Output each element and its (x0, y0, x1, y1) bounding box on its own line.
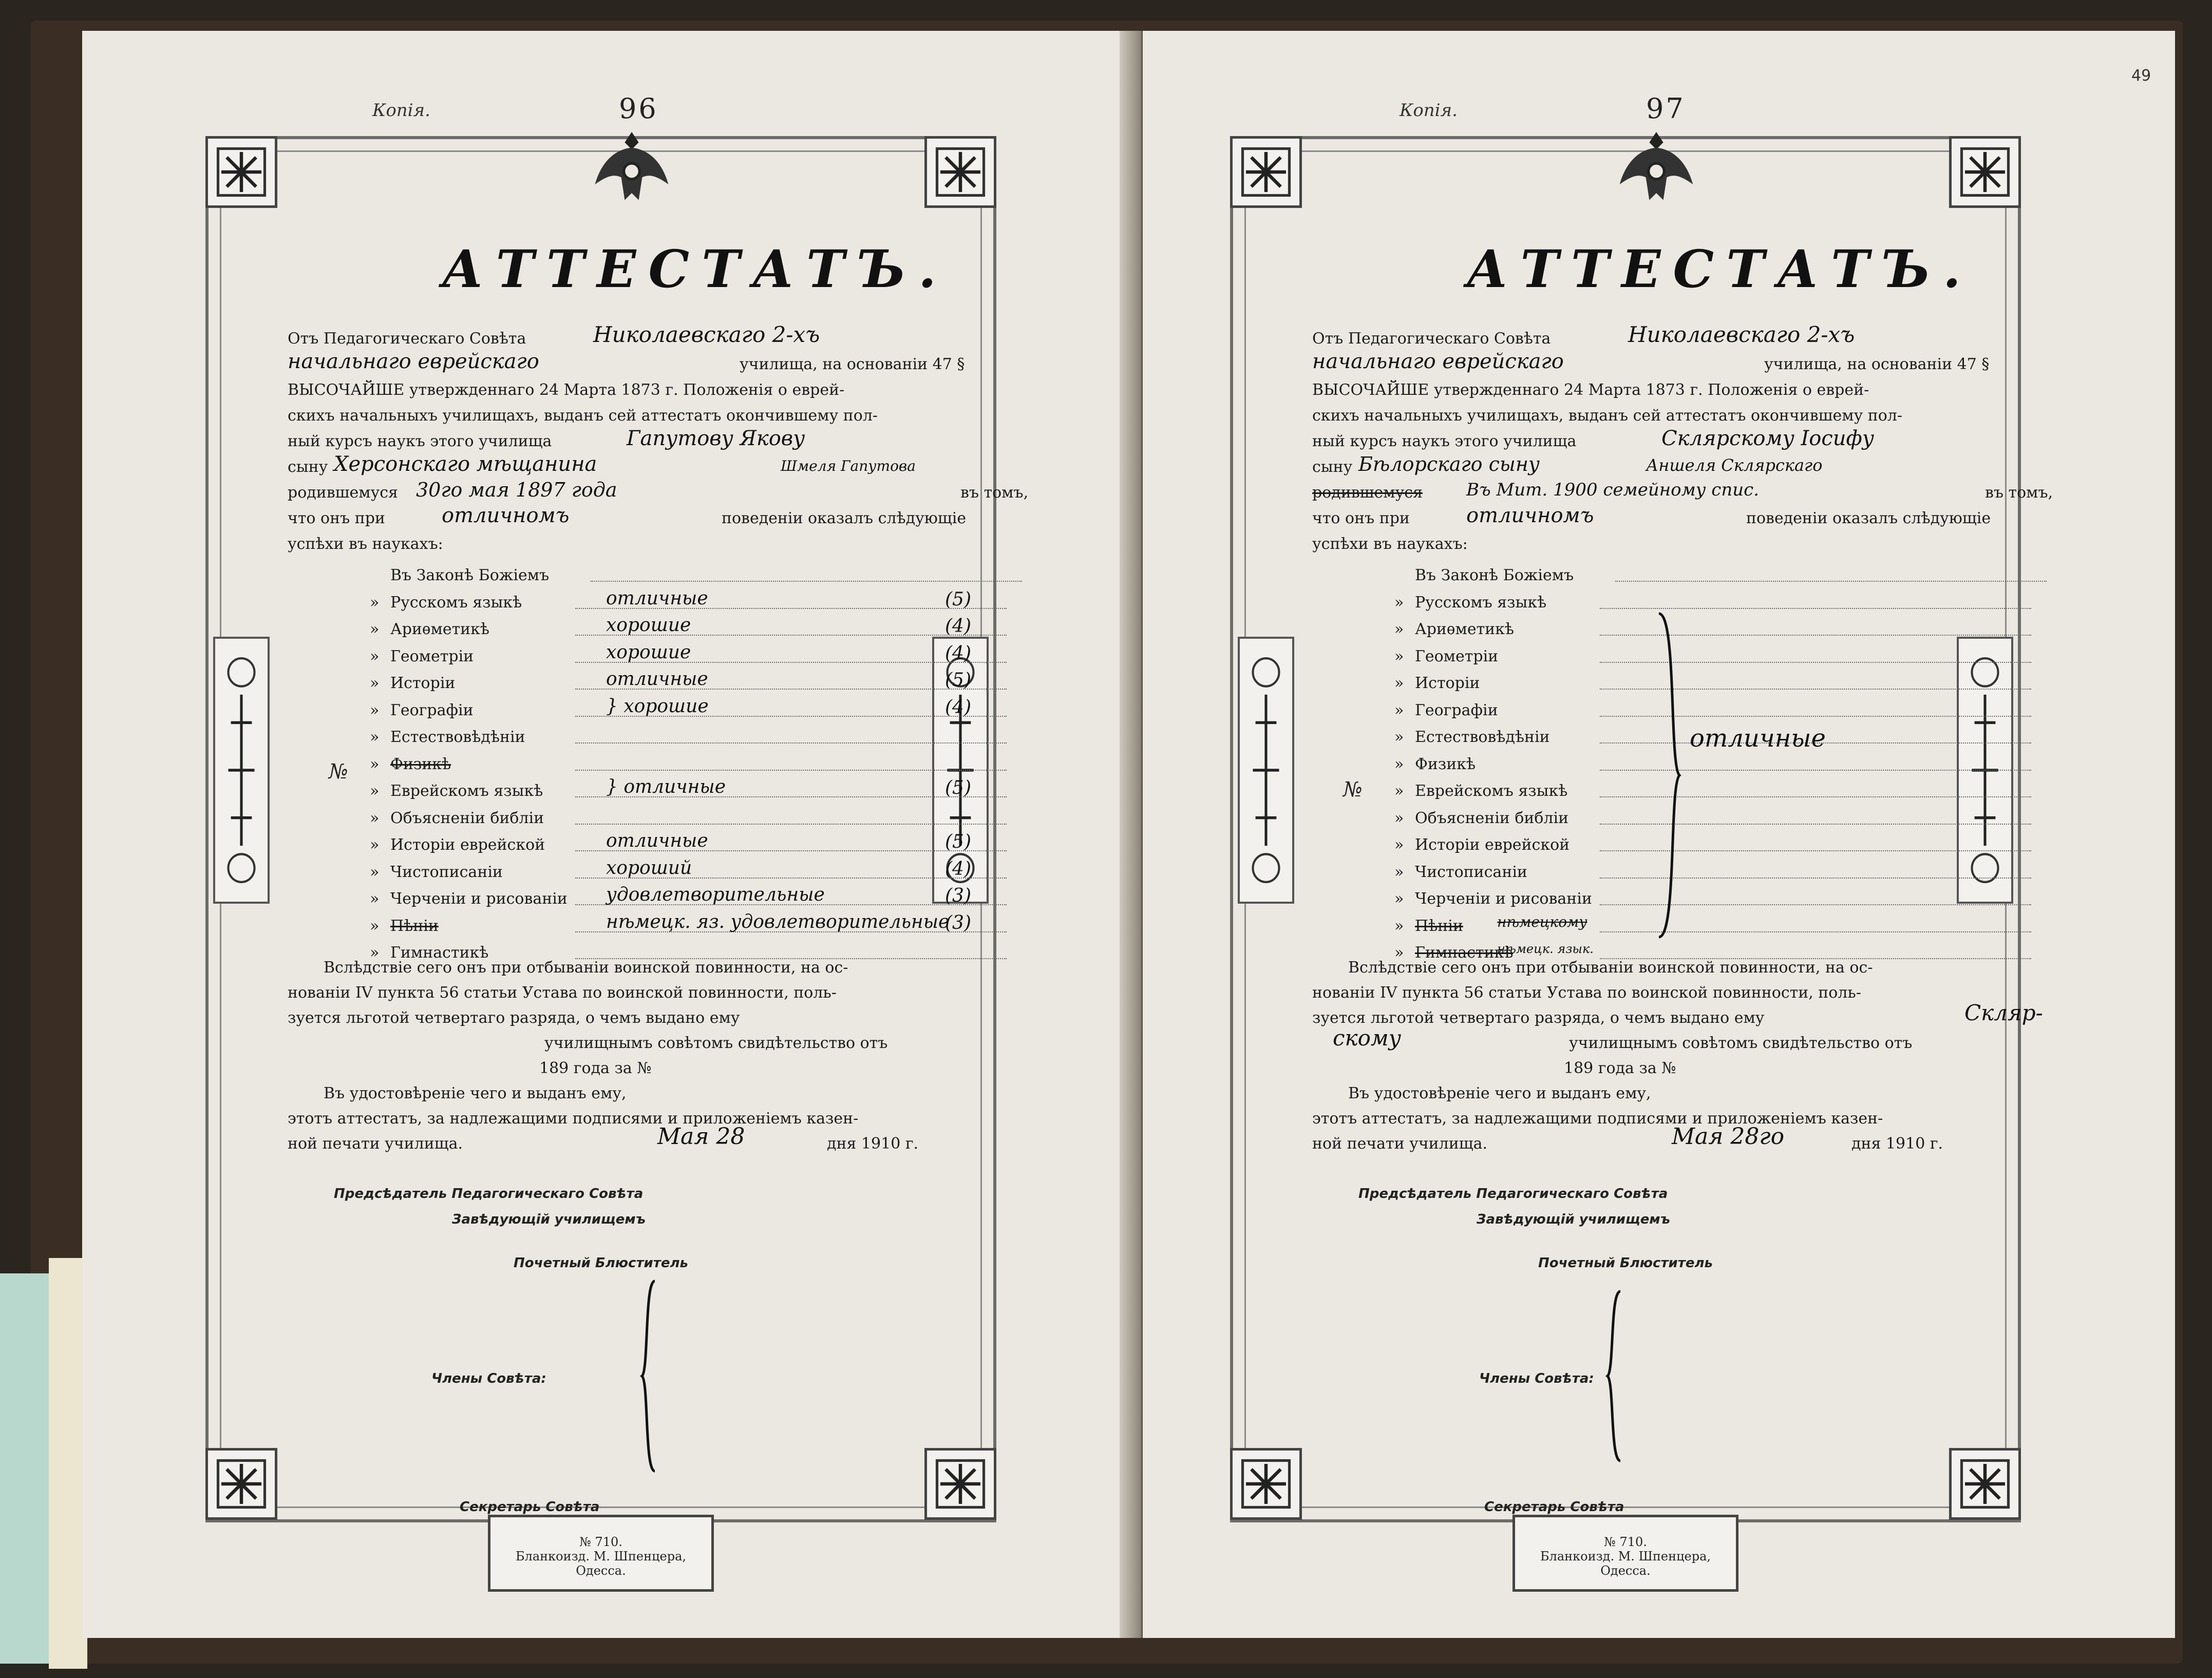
ditto-mark: » (1394, 917, 1404, 935)
intro-line-8: въ томъ, (1985, 484, 2053, 502)
hw-date: Мая 28го (1672, 1123, 1785, 1150)
right-page (1143, 31, 2175, 1638)
hw-grade: хорошие (606, 615, 691, 636)
sig-head: Завѣдующій училищемъ (1477, 1212, 1671, 1227)
ornament-corner-br (1949, 1448, 2021, 1520)
hw-grade: } отличные (606, 776, 726, 797)
hw-origin: Бѣлорскаго сыну (1358, 453, 1540, 475)
subject-row (370, 589, 1037, 617)
subject-label: Еврейскомъ языкѣ (1415, 782, 1568, 800)
subject-row (370, 913, 1037, 940)
footer-line-1: Вслѣдствіе сего онъ при отбываніи воинской повинности, на ос- (1348, 959, 1873, 977)
archive-page-number: 49 (2131, 67, 2151, 85)
intro-line-3: ВЫСОЧАЙШЕ утвержденнаго 24 Марта 1873 г. Положенія о еврей- (1312, 381, 1869, 399)
kopia-label: Копія. (1400, 100, 1458, 121)
hw-grade: нѣмецк. яз. удовлетворительные (606, 911, 950, 932)
dotted-line (575, 742, 1007, 743)
dotted-line (575, 824, 1007, 825)
footer-line-4: училищнымъ совѣтомъ свидѣтельство отъ (544, 1034, 888, 1052)
hw-grade-number: (5) (945, 588, 971, 610)
ornament-corner-tl (205, 136, 277, 208)
subject-label: Географіи (1415, 701, 1498, 719)
hw-gym: нѣмецк. язык. (1497, 942, 1594, 956)
footer-line-6: Въ удостовѣреніе чего и выданъ ему, (324, 1084, 627, 1102)
intro-line-9: что онъ при (288, 509, 385, 527)
hw-recipient-2: скому (1333, 1025, 1402, 1051)
hw-school-2: начальнаго еврейскаго (288, 350, 539, 373)
kopia-label: Копія. (372, 100, 430, 121)
subject-label: Пѣніи (1415, 917, 1463, 935)
footer-line-8: ной печати училища. (1312, 1135, 1488, 1153)
hw-name: Склярскому Іосифу (1661, 427, 1875, 450)
intro-line-6: сыну (1312, 458, 1353, 476)
subject-label: Физикѣ (1415, 755, 1476, 773)
subject-label: Русскомъ языкѣ (1415, 593, 1547, 612)
subject-label: Чистописаніи (1415, 863, 1527, 881)
ditto-mark: » (370, 890, 380, 908)
subject-label: Пѣніи (390, 917, 439, 935)
hw-grade: } хорошие (606, 695, 709, 717)
hw-date: Мая 28 (657, 1123, 745, 1150)
page-number: 97 (1646, 92, 1686, 125)
subject-label: Естествовѣдѣніи (1415, 728, 1550, 746)
ditto-mark: » (370, 728, 380, 746)
hw-grade-number: (4) (945, 642, 971, 664)
subject-label: Гимнастикѣ (390, 944, 489, 962)
hw-grade: отличные (606, 669, 708, 690)
hw-grade: отличные (606, 830, 708, 851)
subject-row (1394, 697, 2062, 724)
document-title: АТТЕСТАТЪ. (1466, 239, 1973, 299)
hw-school-1: Николаевскаго 2-хъ (593, 322, 820, 347)
sig-trustee: Почетный Блюститель (1538, 1255, 1713, 1271)
footer-line-3: зуется льготой четвертаго разряда, о чемъ выдано ему (1312, 1009, 1765, 1027)
ditto-mark: » (370, 701, 380, 719)
subject-label: Въ Законѣ Божіемъ (1415, 566, 1574, 584)
hw-birth: Въ Мит. 1900 семейному спис. (1466, 480, 1759, 500)
intro-line-10: поведеніи оказалъ слѣдующіе (1746, 509, 1991, 527)
intro-line-11: успѣхи въ наукахъ: (1312, 535, 1468, 553)
subject-row (370, 832, 1037, 859)
subject-label: Исторіи (390, 674, 456, 692)
subjects-list (370, 562, 1037, 967)
hw-grade: отличные (606, 587, 708, 609)
printer-box (488, 1515, 714, 1592)
eagle-emblem-icon (585, 123, 678, 211)
subject-row (1394, 913, 2062, 940)
footer-line-9: дня 1910 г. (1851, 1135, 1943, 1153)
hw-grade-number: (3) (945, 885, 971, 906)
grade-brace-icon (1654, 611, 1685, 940)
hw-grade-number: (5) (945, 777, 971, 798)
ditto-mark: » (370, 647, 380, 665)
ditto-mark: » (370, 674, 380, 692)
hw-grade-number: (4) (945, 696, 971, 718)
printer-name: Бланкоизд. М. Шпенцера, Одесса. (515, 1549, 687, 1578)
ditto-mark: » (370, 755, 380, 773)
footer-line-6: Въ удостовѣреніе чего и выданъ ему, (1348, 1084, 1651, 1102)
subject-label: Объясненіи библіи (1415, 809, 1569, 827)
hw-grade-number: (5) (945, 831, 971, 852)
members-brace-icon (639, 1279, 660, 1474)
ditto-mark: » (1394, 647, 1404, 665)
footer-line-9: дня 1910 г. (827, 1135, 919, 1153)
ditto-mark: » (1394, 890, 1404, 908)
ornament-corner-bl (205, 1448, 277, 1520)
hw-recipient-1: Скляр- (1964, 1000, 2043, 1025)
ditto-mark: » (1394, 782, 1404, 800)
hw-father: Шмеля Гапутова (781, 457, 916, 474)
footer-line-7: этотъ аттестатъ, за надлежащими подписями и приложеніемъ казен- (288, 1110, 859, 1128)
hw-name: Гапутову Якову (627, 427, 805, 450)
subject-row (370, 778, 1037, 805)
footer-line-3: зуется льготой четвертаго разряда, о чемъ выдано ему (288, 1009, 740, 1027)
printer-name: Бланкоизд. М. Шпенцера, Одесса. (1540, 1549, 1711, 1578)
subject-row (1394, 832, 2062, 859)
hw-conduct: отличномъ (1466, 504, 1594, 527)
hw-birth: 30го мая 1897 года (416, 479, 617, 501)
subject-label: Чистописаніи (390, 863, 503, 881)
ditto-mark: » (1394, 836, 1404, 854)
ditto-mark: » (370, 917, 380, 935)
subjects-list (1394, 562, 2062, 967)
hw-grade: хороший (606, 857, 692, 879)
intro-line-11: успѣхи въ наукахъ: (288, 535, 443, 553)
hw-grade: удовлетворительные (606, 884, 825, 905)
sig-secretary: Секретарь Совѣта (1484, 1499, 1624, 1515)
subject-row (370, 616, 1037, 643)
subject-label: Ариѳметикѣ (1415, 620, 1515, 638)
footer-line-1: Вслѣдствіе сего онъ при отбываніи воинской повинности, на ос- (324, 959, 848, 977)
intro-line-1: Отъ Педагогическаго Совѣта (1312, 330, 1551, 348)
subject-row (1394, 805, 2062, 832)
sig-secretary: Секретарь Совѣта (460, 1499, 600, 1515)
subject-label: Русскомъ языкѣ (390, 593, 522, 612)
printer-box (1513, 1515, 1738, 1592)
printer-number: № 710. (1604, 1535, 1647, 1549)
footer-line-7: этотъ аттестатъ, за надлежащими подписями и приложеніемъ казен- (1312, 1110, 1883, 1128)
subject-label: Гимнастикѣ (1415, 944, 1514, 962)
hw-grade-number: (4) (945, 858, 971, 880)
ornament-corner-br (924, 1448, 996, 1520)
subject-row (1394, 670, 2062, 697)
subject-label: Еврейскомъ языкѣ (390, 782, 543, 800)
ornament-corner-tr (924, 136, 996, 208)
dotted-line (575, 770, 1007, 771)
ditto-mark: » (370, 836, 380, 854)
footer-paragraph (288, 955, 1043, 1156)
sig-head: Завѣдующій училищемъ (452, 1212, 646, 1227)
ornament-corner-tr (1949, 136, 2021, 208)
subject-label: Черченіи и рисованіи (390, 890, 568, 908)
subject-label: Исторіи еврейской (1415, 836, 1570, 854)
footer-line-8: ной печати училища. (288, 1135, 463, 1153)
ditto-mark: » (370, 593, 380, 612)
intro-line-2: училища, на основаніи 47 § (740, 355, 965, 373)
footer-line-5: 189 года за № (539, 1059, 652, 1077)
ditto-mark: » (370, 863, 380, 881)
hw-grade-number: (5) (945, 670, 971, 691)
dotted-line (1600, 608, 2031, 609)
intro-line-6: сыну (288, 458, 328, 476)
footer-line-5: 189 года за № (1564, 1059, 1676, 1077)
members-brace-icon (1605, 1289, 1625, 1463)
subject-row (1394, 589, 2062, 617)
ornament-side-left (213, 637, 270, 904)
subject-label: Геометріи (390, 647, 474, 665)
subject-row (370, 697, 1037, 724)
ditto-mark: » (1394, 701, 1404, 719)
hw-school-1: Николаевскаго 2-хъ (1628, 322, 1855, 347)
ditto-mark: » (1394, 944, 1404, 962)
intro-paragraph (1312, 322, 2067, 557)
subject-label: Физикѣ (390, 755, 451, 773)
ditto-mark: » (1394, 593, 1404, 612)
intro-line-5: ный курсъ наукъ этого училища (1312, 432, 1577, 450)
footer-paragraph (1312, 955, 2067, 1156)
subject-label: Геометріи (1415, 647, 1499, 665)
subject-label: Ариѳметикѣ (390, 620, 490, 638)
sig-trustee: Почетный Блюститель (514, 1255, 688, 1271)
intro-line-2: училища, на основаніи 47 § (1764, 355, 1990, 373)
footer-line-2: нованіи IV пункта 56 статьи Устава по воинской повинности, поль- (1312, 984, 1861, 1002)
printer-number: № 710. (579, 1535, 622, 1549)
ditto-mark: » (1394, 755, 1404, 773)
hw-singing: нѣмецкому (1497, 913, 1587, 930)
hw-grade: хорошие (606, 641, 691, 663)
intro-line-1: Отъ Педагогическаго Совѣта (288, 330, 526, 348)
dotted-line (1615, 581, 2047, 582)
sig-members: Члены Совѣта: (1479, 1371, 1594, 1386)
ornament-corner-tl (1230, 136, 1302, 208)
ditto-mark: » (1394, 674, 1404, 692)
ditto-mark: » (370, 620, 380, 638)
subject-label: Естествовѣдѣніи (390, 728, 525, 746)
subject-row (1394, 643, 2062, 671)
intro-line-3: ВЫСОЧАЙШЕ утвержденнаго 24 Марта 1873 г. Положенія о еврей- (288, 381, 845, 399)
intro-paragraph (288, 322, 1043, 557)
subject-row (1394, 751, 2062, 778)
intro-line-8: въ томъ, (960, 484, 1029, 502)
subject-label: Географіи (390, 701, 474, 719)
subject-row (1394, 859, 2062, 886)
eagle-emblem-icon (1610, 123, 1703, 211)
subject-row (1394, 778, 2062, 805)
subject-row (1394, 562, 2062, 589)
subject-label: Исторіи (1415, 674, 1480, 692)
sig-chairman: Предсѣдатель Педагогическаго Совѣта (334, 1186, 644, 1202)
hw-grade-number: (3) (945, 912, 971, 933)
ornament-side-left (1238, 637, 1294, 904)
hw-origin: Херсонскаго мѣщанина (334, 452, 597, 476)
hw-grade-all: отличные (1690, 724, 1826, 753)
ornament-corner-bl (1230, 1448, 1302, 1520)
subject-row (370, 724, 1037, 751)
hw-conduct: отличномъ (442, 504, 570, 527)
ditto-mark: » (1394, 809, 1404, 827)
subject-row (1394, 616, 2062, 643)
number-mark: № (329, 760, 348, 784)
subject-label: Въ Законѣ Божіемъ (390, 566, 550, 584)
footer-line-2: нованіи IV пункта 56 статьи Устава по воинской повинности, поль- (288, 984, 837, 1002)
dotted-line (591, 581, 1022, 582)
page-number: 96 (619, 92, 658, 125)
intro-line-7: родившемуся (1312, 484, 1423, 502)
sig-members: Члены Совѣта: (431, 1371, 546, 1386)
hw-school-2: начальнаго еврейскаго (1312, 350, 1564, 373)
ditto-mark: » (370, 944, 380, 962)
ditto-mark: » (1394, 620, 1404, 638)
intro-line-7: родившемуся (288, 484, 398, 502)
ditto-mark: » (1394, 863, 1404, 881)
sig-chairman: Предсѣдатель Педагогическаго Совѣта (1358, 1186, 1668, 1202)
document-title: АТТЕСТАТЪ. (442, 239, 949, 299)
left-page (82, 31, 1138, 1638)
ditto-mark: » (370, 809, 380, 827)
subject-label: Объясненіи библіи (390, 809, 544, 827)
ditto-mark: » (370, 782, 380, 800)
hw-grade-number: (4) (945, 616, 971, 637)
footer-line-4: училищнымъ совѣтомъ свидѣтельство отъ (1569, 1034, 1913, 1052)
subject-label: Черченіи и рисованіи (1415, 890, 1592, 908)
intro-line-4: скихъ начальныхъ училищахъ, выданъ сей аттестатъ окончившему пол- (1312, 407, 1903, 425)
intro-line-10: поведеніи оказалъ слѣдующіе (722, 509, 967, 527)
ditto-mark: » (1394, 728, 1404, 746)
intro-line-4: скихъ начальныхъ училищахъ, выданъ сей аттестатъ окончившему пол- (288, 407, 878, 425)
subject-row (1394, 886, 2062, 913)
intro-line-5: ный курсъ наукъ этого училища (288, 432, 552, 450)
subject-label: Исторіи еврейской (390, 836, 545, 854)
intro-line-9: что онъ при (1312, 509, 1410, 527)
hw-father: Аншеля Склярскаго (1646, 455, 1823, 475)
number-mark: № (1343, 778, 1363, 802)
paper-edge (49, 1258, 87, 1669)
